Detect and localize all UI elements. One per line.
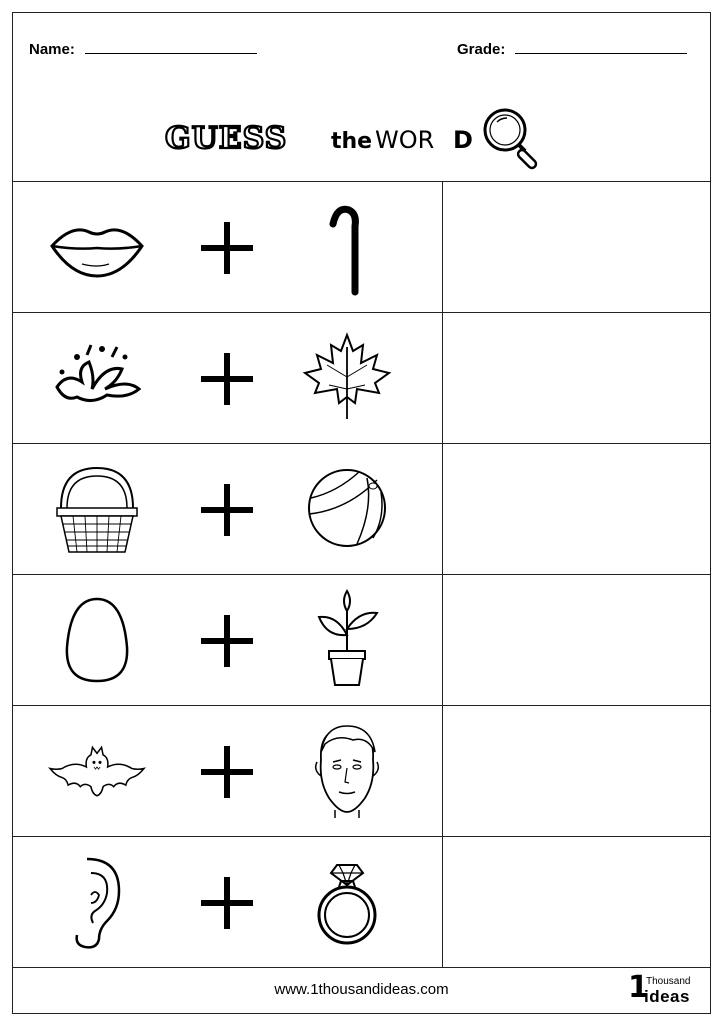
- page-title: [13, 103, 710, 173]
- cane-icon: [297, 196, 397, 296]
- worksheet-header: [13, 13, 710, 182]
- puzzle-row-4: [13, 575, 710, 706]
- puzzle-row-5: [13, 706, 710, 837]
- beach-ball-icon: [297, 458, 397, 558]
- plus-icon: [201, 877, 253, 929]
- answer-cell[interactable]: [443, 575, 710, 705]
- clue-cell: [13, 706, 443, 836]
- name-line[interactable]: [85, 41, 257, 54]
- plus-icon: [201, 484, 253, 536]
- answer-cell[interactable]: [443, 313, 710, 443]
- plus-icon: [201, 615, 253, 667]
- ring-icon: [297, 851, 397, 951]
- puzzle-rows: [13, 182, 710, 968]
- brand-logo: [628, 970, 698, 1006]
- egg-icon: [47, 589, 147, 689]
- title-the: the: [331, 129, 373, 154]
- answer-cell[interactable]: [443, 837, 710, 967]
- clue-cell: [13, 444, 443, 574]
- puzzle-row-2: [13, 313, 710, 444]
- website-url[interactable]: www.1thousandideas.com: [274, 981, 449, 998]
- bat-icon: [47, 720, 147, 820]
- clue-cell: [13, 837, 443, 967]
- lips-icon: [47, 196, 147, 296]
- brand-one: 1: [628, 970, 649, 1005]
- name-label: Name:: [29, 41, 75, 58]
- worksheet: [12, 12, 711, 1014]
- title-wor: WOR: [375, 126, 435, 154]
- title-guess: GUESS: [165, 121, 288, 156]
- brand-thousand: Thousand: [646, 976, 691, 987]
- grade-label: Grade:: [457, 41, 506, 58]
- clue-cell: [13, 182, 443, 312]
- clue-cell: [13, 313, 443, 443]
- name-field[interactable]: [29, 41, 257, 58]
- plus-icon: [201, 746, 253, 798]
- grade-field[interactable]: [457, 41, 687, 58]
- title-d: D: [453, 126, 473, 154]
- answer-cell[interactable]: [443, 444, 710, 574]
- ear-icon: [47, 851, 147, 951]
- puzzle-row-3: [13, 444, 710, 575]
- puzzle-row-6: [13, 837, 710, 968]
- magnifier-icon: [485, 110, 538, 170]
- plus-icon: [201, 353, 253, 405]
- footer: [13, 968, 710, 1013]
- splash-icon: [47, 327, 147, 427]
- man-face-icon: [297, 720, 397, 820]
- maple-leaf-icon: [297, 327, 397, 427]
- grade-line[interactable]: [515, 41, 687, 54]
- clue-cell: [13, 575, 443, 705]
- basket-icon: [47, 458, 147, 558]
- puzzle-row-1: [13, 182, 710, 313]
- brand-ideas: ideas: [644, 987, 690, 1006]
- answer-cell[interactable]: [443, 706, 710, 836]
- plus-icon: [201, 222, 253, 274]
- potted-plant-icon: [297, 589, 397, 689]
- answer-cell[interactable]: [443, 182, 710, 312]
